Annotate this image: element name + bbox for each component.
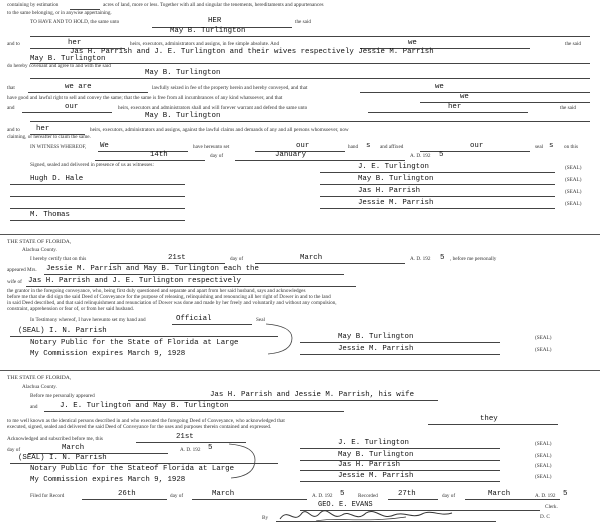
deputy-clerk-signature <box>276 505 456 525</box>
grantor-pronoun: our <box>65 103 79 111</box>
recorded-month: March <box>488 490 511 498</box>
filing-preprint: Filed for Record <box>30 493 65 499</box>
filing-preprint: Clerk. <box>545 504 558 510</box>
section-divider <box>0 370 600 371</box>
deed-preprint: and affixed <box>380 144 404 150</box>
witness-name: M. Thomas <box>30 211 70 219</box>
signer-name: May B. Turlington <box>358 175 434 183</box>
grantor-pronoun: we <box>408 39 417 47</box>
ack2-body: to me well known as the identical persons described in and who executed the foregoing Deed of Conveyance, who acknowledged that <box>7 418 285 424</box>
ack1-signer: Jessie M. Parrish <box>338 345 414 353</box>
notary-seal-bracket <box>262 320 302 358</box>
grantor-pronoun: we <box>460 93 469 101</box>
filing-preprint: Recorded <box>358 493 378 499</box>
ack2-year-digit: 5 <box>208 444 213 452</box>
ack2-names: Jas H. Parrish and Jessie M. Parrish, his wife <box>210 391 415 399</box>
deed-preprint: to the same belonging, or in anywise appertaining. <box>7 10 112 16</box>
deed-preprint: have good and lawful right to sell and convey the same; that the same is free from all incumbrances of any kind whatsoever, and that <box>7 95 283 101</box>
deed-preprint: A. D. 192 <box>410 153 431 159</box>
grantee-pronoun: HER <box>208 17 222 25</box>
seal-label: (SEAL) <box>535 347 552 353</box>
grantee-pronoun: her <box>68 39 82 47</box>
signer-name: Jessie M. Parrish <box>358 199 434 207</box>
seal-label: (SEAL) <box>535 335 552 341</box>
filing-preprint: By <box>262 515 269 521</box>
ack1-month: March <box>300 254 323 262</box>
ack2-signer: J. E. Turlington <box>338 439 409 447</box>
deed-preprint: acres of land, more or less. Together with all and singular the tenements, hereditaments and appurtenances <box>103 2 324 8</box>
ack2-they: they <box>480 415 498 423</box>
ack1-preprint: I hereby certify that on this <box>30 256 87 262</box>
grantors-names: May B. Turlington <box>30 55 106 63</box>
signer-name: J. E. Turlington <box>358 163 429 171</box>
ack2-month: March <box>62 444 85 452</box>
grantor-pronoun: we are <box>65 83 92 91</box>
deed-preprint: the said <box>565 41 581 47</box>
filing-preprint: day of <box>442 493 456 499</box>
ack1-notary-title: Notary Public for the State of Florida at Large <box>30 339 239 347</box>
ack2-names: J. E. Turlington and May B. Turlington <box>60 402 229 410</box>
deed-preprint: the said <box>295 19 311 25</box>
ack1-body: constraint, apprehension or fear of, or from her said husband. <box>7 306 135 312</box>
ack1-day: 21st <box>168 254 186 262</box>
filing-preprint: D. C <box>540 514 550 520</box>
ack2-commission: My Commission expires March 9, 1928 <box>30 476 186 484</box>
deed-preprint: heirs, executors, administrators and assigns, in fee simple absolute. And <box>130 41 280 47</box>
deed-preprint: have hereunto set <box>193 144 230 150</box>
ack2-preprint: A. D. 192 <box>180 447 201 453</box>
seal-label: (SEAL) <box>535 474 552 480</box>
ack1-signer: May B. Turlington <box>338 333 414 341</box>
deed-preprint: do hereby covenant and agree to and with the said <box>7 63 111 69</box>
grantor-pronoun: we <box>435 83 444 91</box>
filed-year-digit: 5 <box>340 490 345 498</box>
seal-label: (SEAL) <box>535 441 552 447</box>
ack2-signer: Jessie M. Parrish <box>338 472 414 480</box>
deed-preprint: claiming, or hereafter to claim the same. <box>7 134 91 140</box>
plural-mark: s <box>549 142 554 150</box>
deed-preprint: and <box>7 105 15 111</box>
ack1-appeared-names: Jessie M. Parrish and May B. Turlington each the <box>46 265 259 273</box>
deed-preprint: seal <box>535 144 544 150</box>
ack1-official: Official <box>176 315 212 323</box>
ack2-preprint: Before me personally appeared <box>30 393 95 399</box>
ack1-county: Alachua County. <box>22 247 57 253</box>
grantee-name: May B. Turlington <box>145 69 221 77</box>
deed-preprint: heirs, executors and administrators shall and will forever warrant and defend the same unto <box>118 105 308 111</box>
ack1-state: THE STATE OF FLORIDA, <box>7 239 72 245</box>
ack2-notary: (SEAL) I. N. Parrish <box>18 454 107 462</box>
ack1-body: before me that she did sign the said Deed of Conveyance for the purpose of releasing, relinquishing and renouncing all her right of Dower in and to the land <box>7 294 331 300</box>
witness-clause: IN WITNESS WHEREOF, <box>30 144 87 150</box>
ack1-year-digit: 5 <box>440 254 445 262</box>
recorded-day: 27th <box>398 490 416 498</box>
ack1-preprint: wife of <box>7 279 22 285</box>
ack1-husbands: Jas H. Parrish and J. E. Turlington respectively <box>28 277 241 285</box>
ack2-signer: Jas H. Parrish <box>338 461 401 469</box>
filed-day: 26th <box>118 490 136 498</box>
deed-preprint: the said <box>560 105 576 111</box>
deed-preprint: lawfully seized in fee of the property herein and hereby conveyed, and that <box>152 85 308 91</box>
deed-preprint: containing by estimation <box>7 2 59 8</box>
grantors-names: Jas H. Parrish and J. E. Turlington and their wives respectively Jessie M. Parrish <box>70 48 434 56</box>
ack2-day: 21st <box>176 433 194 441</box>
ack2-preprint: day of <box>7 447 21 453</box>
ack2-body: executed, signed, sealed and delivered the said Deed of Conveyance for the uses and purposes therein contained and expressed. <box>7 424 272 430</box>
grantee-pronoun: her <box>36 125 50 133</box>
ack1-body: the grantor in the foregoing conveyance, who, being first duly questioned and separate and apart from her said husband, says and acknowledges <box>7 288 306 294</box>
filing-preprint: A. D. 192 <box>312 493 333 499</box>
ack1-testimony: In Testimony whereof, I have hereunto set my hand and <box>30 317 146 323</box>
ack1-preprint: Seal <box>256 317 265 323</box>
deed-preprint: on this <box>564 144 578 150</box>
ack1-body: in said Deed described, and that said relinquishment and renunciation of Dower was done and made by her freely and voluntarily and without any compulsion, <box>7 300 337 306</box>
seal-label: (SEAL) <box>535 453 552 459</box>
deed-year-digit: 5 <box>439 151 444 159</box>
signer-name: Jas H. Parrish <box>358 187 421 195</box>
deed-preprint: day of <box>210 153 224 159</box>
habendum-clause: TO HAVE AND TO HOLD, the same unto <box>30 19 120 25</box>
seal-label: (SEAL) <box>565 165 582 171</box>
filed-month: March <box>212 490 235 498</box>
recorded-year-digit: 5 <box>563 490 568 498</box>
witness-caption: Signed, sealed and delivered in presence of us as witnesses: <box>30 162 154 168</box>
grantee-name: May B. Turlington <box>170 27 246 35</box>
grantee-name: May B. Turlington <box>145 112 221 120</box>
witness-name: Hugh D. Hale <box>30 175 84 183</box>
ack2-preprint: and <box>30 404 38 410</box>
section-divider <box>0 234 600 235</box>
ack1-notary: (SEAL) I. N. Parrish <box>18 327 107 335</box>
ack1-commission: My Commission expires March 9, 1928 <box>30 350 186 358</box>
deed-preprint: that <box>7 85 15 91</box>
clerk-stamp: GEO. E. EVANS <box>318 501 373 509</box>
filing-preprint: day of <box>170 493 184 499</box>
deed-day: 14th <box>150 151 168 159</box>
ack1-preprint: appeared Mrs. <box>7 267 37 273</box>
seal-label: (SEAL) <box>535 463 552 469</box>
grantee-pronoun: her <box>448 103 462 111</box>
ack1-preprint: A. D. 192 <box>410 256 431 262</box>
grantor-pronoun: our <box>296 142 310 150</box>
filing-preprint: A. D. 192 <box>535 493 556 499</box>
plural-mark: s <box>366 142 371 150</box>
ack1-preprint: , before me personally <box>450 256 497 262</box>
deed-preprint: and to <box>7 127 20 133</box>
ack2-signer: May B. Turlington <box>338 451 414 459</box>
ack2-state: THE STATE OF FLORIDA, <box>7 375 72 381</box>
grantor-pronoun: We <box>100 142 109 150</box>
deed-preprint: heirs, executors, administrators and assigns, against the lawful claims and demands of any and all persons whomsoever, now <box>90 127 349 133</box>
grantor-pronoun: our <box>470 142 484 150</box>
ack1-preprint: day of <box>230 256 244 262</box>
ack2-preprint: Acknowledged and subscribed before me, this <box>7 436 103 442</box>
deed-preprint: hand <box>348 144 359 150</box>
seal-label: (SEAL) <box>565 177 582 183</box>
seal-label: (SEAL) <box>565 201 582 207</box>
deed-month: January <box>275 151 307 159</box>
ack2-notary-title: Notary Public for the Stateof Florida at Large <box>30 465 235 473</box>
notary-seal-bracket <box>225 440 265 482</box>
ack2-county: Alachua County. <box>22 384 57 390</box>
seal-label: (SEAL) <box>565 189 582 195</box>
deed-preprint: and to <box>7 41 20 47</box>
